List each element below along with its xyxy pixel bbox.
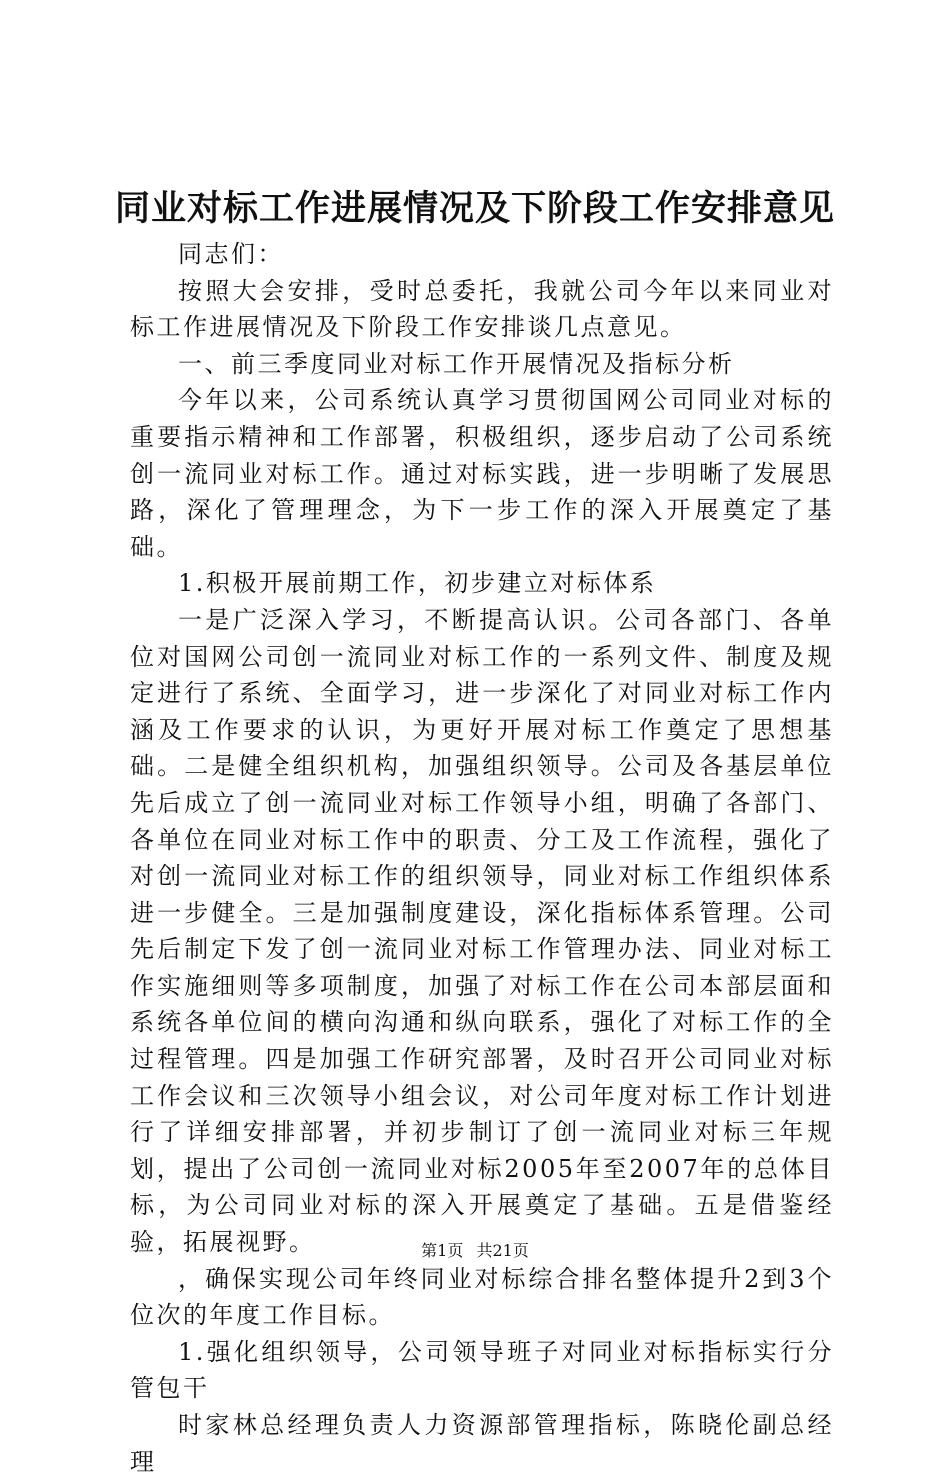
body-paragraph: 今年以来，公司系统认真学习贯彻国网公司同业对标的重要指示精神和工作部署，积极组织，逐步启动了公司系统创一流同业对标工作。通过对标实践，进一步明晰了发展思路，深化了管理理念，为下一步工作的深入开展奠定了基础。 [130,386,834,561]
section-heading-1: 一、前三季度同业对标工作开展情况及指标分析 [178,349,735,378]
body-paragraph: 时家林总经理负责人力资源部管理指标，陈晓伦副总经理 [130,1411,834,1476]
subsection-heading-2: 1.强化组织领导，公司领导班子对同业对标指标实行分管包干 [130,1337,834,1403]
page-footer [0,1240,950,1262]
body-paragraph: 一是广泛深入学习，不断提高认识。公司各部门、各单位对国网公司创一流同业对标工作的一系列文件、制度及规定进行了系统、全面学习，进一步深化了对同业对标工作内涵及工作要求的认识，为更好开展对标工作奠定了思想基础。二是健全组织机构，加强组织领导。公司及各基层单位先后成立了创一流同业对标工作领导小组，明确了各部门、各单位在同业对标工作中的职责、分工及工作流程，强化了对创一流同业对标工作的组织领导，同业对标工作组织体系进一步健全。三是加强制度建设，深化指标体系管理。公司先后制定下发了创一流同业对标工作管理办法、同业对标工作实施细则等多项制度，加强了对标工作在公司本部层面和系统各单位间的横向沟通和纵向联系，强化了对标工作的全过程管理。四是加强工作研究部署，及时召开公司同业对标工作会议和三次领导小组会议，对公司年度对标工作计划进行了详细安排部署，并初步制订了创一流同业对标三年规划，提出了公司创一流同业对标2005年至2007年的总体目标，为公司同业对标的深入开展奠定了基础。五是借鉴经验，拓展视野。 [130,605,834,1257]
document-body [130,236,834,1480]
body-paragraph: ，确保实现公司年终同业对标综合排名整体提升2到3个位次的年度工作目标。 [130,1264,834,1330]
subsection-heading-1: 1.积极开展前期工作，初步建立对标体系 [178,569,657,598]
salutation-paragraph: 同志们： [178,240,284,268]
page-total: 共21页 [476,1241,529,1260]
intro-paragraph: 按照大会安排，受时总委托，我就公司今年以来同业对标工作进展情况及下阶段工作安排谈几点意见。 [130,276,834,342]
document-title: 同业对标工作进展情况及下阶段工作安排意见 [114,188,835,229]
page-number: 第1页 [421,1241,464,1260]
